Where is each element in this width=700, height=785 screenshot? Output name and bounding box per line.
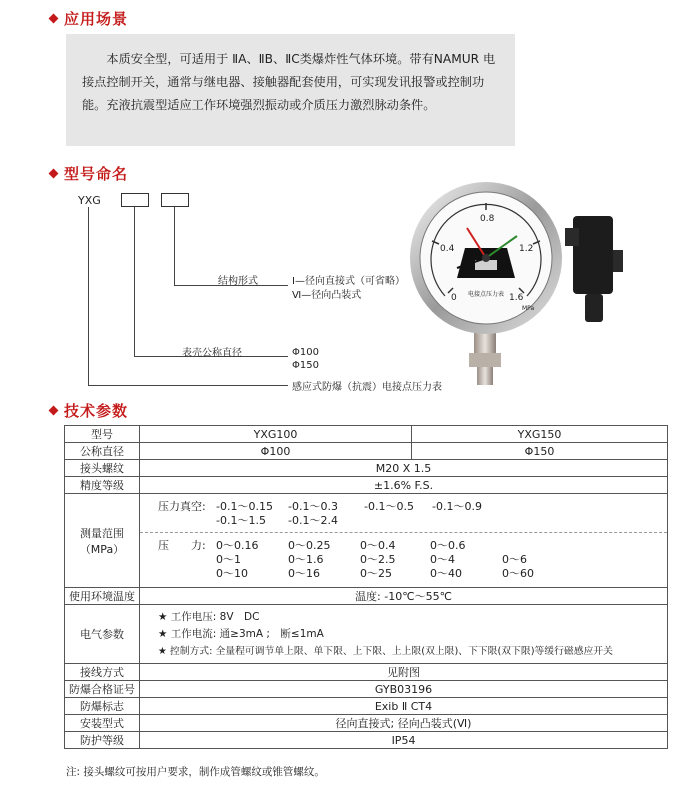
diameter-option-1: Φ100 [292, 347, 319, 358]
section-title-model: 型号命名 [50, 163, 128, 184]
diameter-label: 表壳公称直径 [182, 348, 242, 359]
range-values [140, 494, 668, 588]
scale-label-1-2: 1.2 [519, 244, 534, 254]
scale-label-0-8: 0.8 [480, 214, 495, 224]
pressure-label: 压 力: [158, 539, 206, 552]
accuracy-label: 精度等级 [65, 477, 140, 494]
structure-code-box [161, 193, 189, 207]
diameter-150: Φ150 [412, 443, 668, 460]
install-label: 安装型式 [65, 715, 140, 732]
table-row [65, 732, 668, 749]
ex-mark-value: Exib Ⅱ CT4 [140, 698, 668, 715]
table-row [65, 443, 668, 460]
table-row [65, 681, 668, 698]
junction-box [573, 216, 613, 294]
star-icon: ★ [158, 610, 168, 623]
structure-option-1: Ⅰ—径向直接式（可省略） [292, 276, 405, 287]
thread-value: M20 X 1.5 [140, 460, 668, 477]
ex-mark-label: 防爆标志 [65, 698, 140, 715]
diameter-100: Φ100 [140, 443, 412, 460]
scale-label-0: 0 [451, 293, 457, 303]
star-icon: ★ [158, 645, 167, 657]
cert-label: 防爆合格证号 [65, 681, 140, 698]
electrical-values: ★ 工作电压: 8V DC ★ 工作电流: 通≥3mA ; 断≤1mA ★ 控制方式: 全量程可调节单上限、单下限、上下限、上上限(双上限)、下下限(双下限)等缓行磁感应开关 [140, 605, 668, 664]
description-text: 本质安全型，可适用于 ⅡA、ⅡB、ⅡC类爆炸性气体环境。带有NAMUR 电接点控制开关，通常与继电器、接触器配套使用，可实现发讯报警或控制功能。充液抗震型适应工作环境强烈振动或介质压力激烈脉动条件。 [82, 52, 496, 112]
section-title-tech: 技术参数 [50, 400, 128, 421]
diameter-option-2: Φ150 [292, 360, 319, 371]
vacuum-label: 压力真空: [158, 500, 206, 513]
scale-label-0-4: 0.4 [440, 244, 455, 254]
range-unit: （MPa） [79, 542, 125, 556]
temp-label: 使用环境温度 [65, 588, 140, 605]
install-value: 径向直接式; 径向凸装式(Ⅵ) [140, 715, 668, 732]
model-150: YXG150 [412, 426, 668, 443]
protection-value: IP54 [140, 732, 668, 749]
diameter-label-cell: 公称直径 [65, 443, 140, 460]
scale-label-1-6: 1.6 [509, 293, 524, 303]
cert-value: GYB03196 [140, 681, 668, 698]
electrical-label: 电气参数 [65, 605, 140, 664]
diameter-code-box [121, 193, 149, 207]
pressure-gauge-illustration [405, 178, 635, 388]
thread-label: 接头螺纹 [65, 460, 140, 477]
table-row [65, 588, 668, 605]
range-label-cell [65, 494, 140, 588]
table-row [65, 605, 668, 664]
section-title-application: 应用场景 [50, 8, 128, 29]
table-row [65, 426, 668, 443]
wiring-label: 接线方式 [65, 664, 140, 681]
description-box [66, 34, 515, 146]
wiring-value: 见附图 [140, 664, 668, 681]
model-label: 型号 [65, 426, 140, 443]
vacuum-ranges: 压力真空: -0.1～0.15 -0.1～0.3 -0.1～0.5 -0.1～0.9 -0.1～1.5 -0.1～2.4 [140, 496, 667, 533]
unit-label: MPa [522, 305, 535, 312]
footnote: 注: 接头螺纹可按用户要求，制作成管螺纹或锥管螺纹。 [66, 766, 325, 778]
dial-text: 电接点压力表 [468, 291, 505, 298]
table-row [65, 460, 668, 477]
temp-value: 温度: -10℃～55℃ [140, 588, 668, 605]
cable-gland [585, 294, 603, 322]
table-row [65, 698, 668, 715]
table-row [65, 715, 668, 732]
gauge-thread [477, 367, 493, 385]
table-row [65, 494, 668, 588]
table-row [65, 477, 668, 494]
gauge-hex-nut [469, 353, 501, 367]
accuracy-value: ±1.6% F.S. [140, 477, 668, 494]
diamond-bullet-icon [49, 406, 59, 416]
range-label: 测量范围 [80, 526, 124, 540]
star-icon: ★ [158, 627, 168, 640]
structure-option-2: Ⅵ—径向凸装式 [292, 290, 362, 301]
diamond-bullet-icon [49, 169, 59, 179]
structure-label: 结构形式 [218, 276, 258, 287]
spec-table [64, 425, 668, 749]
model-100: YXG100 [140, 426, 412, 443]
pressure-ranges: 压 力: 0～0.16 0～0.25 0～0.4 0～0.6 0～1 0～1.6 0～2.5 0～4 0～6 0～10 0～16 0～25 0～40 0～60 [158, 539, 534, 580]
protection-label: 防护等级 [65, 732, 140, 749]
diamond-bullet-icon [49, 14, 59, 24]
table-row [65, 664, 668, 681]
model-prefix: YXG [78, 194, 101, 207]
product-label: 感应式防爆（抗震）电接点压力表 [292, 382, 442, 393]
